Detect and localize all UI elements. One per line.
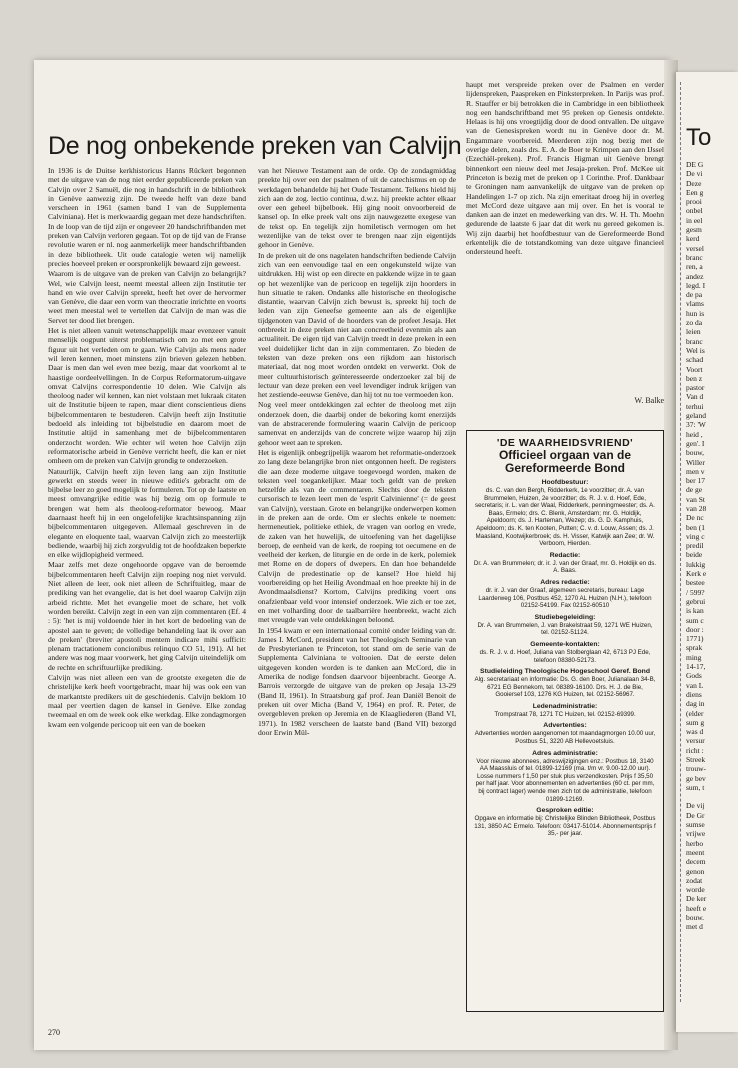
adjacent-page-text — [686, 160, 738, 932]
adjacent-page-line: (elder — [686, 708, 704, 718]
colophon-section-text: Dr. A. van Brummelen, J. van Brakelstraat 59, 1271 WE Huizen, tel. 02152-51124. — [477, 621, 653, 637]
adjacent-page-line: ren, a — [686, 262, 703, 272]
adjacent-page-line: van L — [686, 680, 704, 690]
adjacent-page-title: To — [686, 124, 712, 151]
adjacent-page-line: De ker — [686, 894, 707, 904]
adjacent-page-line: 14-17, — [686, 662, 706, 672]
adjacent-page-line: in eel — [686, 215, 703, 225]
paragraph: Nog veel meer ontdekkingen zal echter de theoloog met zijn onderzoek doen, die daarbij onder de bekoring komt enerzijds van de abstracerende formulering waarin Calvijn de pericoop samenvat en anderzijds van de concrete wijze waarop hij zijn gehoor weet aan te spreken. — [258, 400, 456, 447]
adjacent-page-line: decem — [686, 857, 706, 867]
colophon-section-heading: Studieleiding Theologische Hogeschool Geref. Bond — [480, 668, 650, 676]
adjacent-page-line: bouw, — [686, 448, 705, 458]
adjacent-page-line: 37: 'W — [686, 420, 706, 430]
adjacent-page-line: De vij — [686, 801, 705, 811]
adjacent-page-line: branc — [686, 252, 703, 262]
adjacent-page-line: gen'. I — [686, 438, 705, 448]
adjacent-page-line: sum, t — [686, 782, 705, 792]
adjacent-page-line: De Gr — [686, 810, 705, 820]
colophon-box — [466, 430, 664, 1012]
adjacent-page-line: 1771) — [686, 634, 704, 644]
adjacent-page-line: De nc — [686, 513, 704, 523]
colophon-sections — [467, 479, 663, 838]
paragraph: Calvijn was niet alleen een van de grootste exegeten die de christelijke kerk heeft voortgebracht, maar hij was ook een van de markantste predikers uit de geschiedenis. Calvijn beklom 10 maal per veertien dagen de kansel in Genève. Elke zondag tweemaal en om de week ook elke werkdag. Elke zondagmorgen kwam een volgende pericoop uit een van de boeken — [48, 673, 246, 729]
adjacent-page-line: Van d — [686, 392, 704, 402]
adjacent-page-line: trouw- — [686, 764, 706, 774]
adjacent-page-line: sum c — [686, 615, 704, 625]
adjacent-page-line: van 28 — [686, 503, 707, 513]
adjacent-page-line: onbel — [686, 206, 703, 216]
adjacent-page-line: Willer — [686, 457, 705, 467]
adjacent-page-line: ben (1 — [686, 522, 705, 532]
adjacent-page-line: vrijwe — [686, 829, 706, 839]
adjacent-page-line: ving c — [686, 531, 705, 541]
colophon-section-text: Trompstraat 78, 1271 TC Huizen, tel. 02152-69399. — [494, 710, 636, 718]
adjacent-page-line: bestee — [686, 578, 705, 588]
adjacent-page-line: ben z — [686, 373, 703, 383]
article-column-3 — [466, 80, 664, 400]
paragraph: Waarom is de uitgave van de preken van Calvijn zo belangrijk? Wel, wie Calvijn leest, neemt meestal alleen zijn Institutie ter hand en wie over Calvijn spreekt, heeft het over de hervormer van Genève, die daar een vorm van theocratie inrichtte en voorts weet men meestal wel te vertellen dat Calvijn de man was die Servet ter dood liet brengen. — [48, 269, 246, 325]
adjacent-page-line: Voort — [686, 364, 703, 374]
adjacent-page-line: branc — [686, 336, 703, 346]
colophon-section-heading: Adres redactie: — [540, 578, 590, 586]
adjacent-page-line: legd. I — [686, 280, 706, 290]
paragraph: Het is eigenlijk onbegrijpelijk waarom het reformatie-onderzoek zo lang deze belangrijke bron niet ontgonnen heeft. De registers die aan deze moderne uitgave toegevoegd worden, maken de teksten veel toegankelijker. Maar toch geldt van de preken hetzelfde als van de commentaren. Slechts door de teksten cursorisch te lezen leert men de 'esprit Calvinienne' (= de geest van Calvijn), verstaan. Grote en belangrijke onderwerpen komen in de preken aan de orde. Om er slechts enkele te noemen: hermeneutiek, politieke ethiek, de vragen van oorlog en vrede, de zaken van het huwelijk, de uitoefening van het dagelijkse beroep, de eenheid van de kerk, de roeping tot oecumene en de veelheid der kerken, de liturgie en de orde in de kerk, polemiek met Rome en de dopers of dwepers. En dan hoe behandelde Calvijn de predestinatie op de kansel? Hoe hield hij voorbereiding op het Heilig Avondmaal en hoe preekte hij in de Avondmaalsdienst? Kortom, Calvijns prediking voert ons onafzienbaar veld voor intensief onderzoek. Wie zich er toe zet, en met volharding door de taalbarrière heenbreekt, wacht zich met vreugde van vele ontdekkingen beloond. — [258, 447, 456, 625]
adjacent-page-line: vlams — [686, 299, 704, 309]
adjacent-page-line: schad — [686, 355, 704, 365]
paragraph: Het is niet alleen vanuit wetenschappelijk maar evenzeer vanuit menselijk oogpunt uiterst problematisch om zo met een grote figuur uit het verleden om te gaan. Wie Calvijn als mens nader wil leren kennen, moet minstens zijn brieven gelezen hebben. Daar is men dan wel even mee bezig, maar dat voorkomt al te haastige oordeelvellingen. In de Corpus Reformatorum-uitgave omvat Calvijns correspondentie 10 delen. Wie Calvijn als theoloog nader wil kennen, kan niet volstaan met lukraak citaten uit de Institutie bijeen te rapen, maar dient conscientieus diens bijbelcommentaren te bestuderen. Calvijn heeft zijn Institutie bedoeld als inleiding tot bijbelstudie en daarom moet de Institutie altijd in samenhang met de bijbelcommentaren onderzocht worden. Wie echter wil weten hoe Calvijn zijn reformatorische arbeid in Genève verricht heeft, die kan er niet omheen om de preken van Calvijn grondig te onderzoeken. — [48, 326, 246, 466]
adjacent-page-line: ming — [686, 652, 702, 662]
adjacent-page-line: prooi — [686, 197, 702, 207]
paragraph: In de preken uit de ons nagelaten handschriften bediende Calvijn zich van een eenvoudige taal en een ongekunsteld wijze van uitdrukken. Hij wist op een directe en pakkende wijze in te gaan op het wezenlijke van de pericoop en tegelijk zijn hoorders in hun situatie te raken. Ondanks alle historische en theologische distantie, waarvan Calvijn zich bewust is, spreekt hij toch de leden van zijn Geneefse gemeente aan als de eigenlijke tijdgenoten van David of de hoorders van de profeet Jesaja. Het ontbreekt in deze preken niet aan concreetheid evenmin als aan actualiteit. De eigen tijd van Calvijn treedt in deze preken in een veel duidelijker licht dan in zijn commentaren. Zo bieden de teksten van deze preken ons een rijkdom aan historisch materiaal, dat nog moet worden ontdekt en verwerkt. Ook de meer cultuurhistorisch geïnteresseerde onderzoeker zal bij de lectuur van deze preken een veel levendiger indruk krijgen van het zestiende-eeuwse Genève, dan hij tot nu toe vermoeden kon. — [258, 250, 456, 400]
adjacent-page-line: zodat — [686, 875, 703, 885]
adjacent-page-line: geland — [686, 411, 706, 421]
colophon-section-text: ds. C. van den Bergh, Ridderkerk, 1e voorzitter; dr. A. van Brummelen, Huizen, 2e voorzitter; ds. R. J. v. d. Hoef, Ede, secretaris; ir. L. van der Waal, Ridderkerk, penningmeester; ds. A. Baas, Ermelo; drs. C. Blenk, Amsterdam; mr. G. Holdijk, Apeldoorn; ds. J. Harteman, Wezep; ds. G. D. Kamphuis, Apeldoorn; ds. K. ten Kooten, Putten; C. v. d. Louw, Assen; ds. J. Maasland, Kootwijkerbroek; ds. H. Visser, Katwijk aan Zee; dr. W. Verboom, Hierden. — [475, 487, 655, 548]
colophon-subtitle: Officieel orgaan van de Gereformeerde Bond — [498, 448, 632, 475]
adjacent-page-line: de ge — [686, 485, 703, 495]
colophon-section-heading: Redactie: — [549, 551, 581, 559]
colophon-section-text: Voor nieuwe abonnees, adreswijzigingen enz.: Postbus 18, 3140 AA Maassluis of tel. 01899-12169 (ma. t/m vr. 9.00-12.00 uur). Losse nummers f 1,50 per stuk plus verzendkosten. Prijs f 35,50 per half jaar. Voor abonnementen en advertenties (60 ct. per mm, bij contract lager) wende men zich tot de administratie, telefoon 01899-12169. — [475, 757, 655, 803]
adjacent-page-line: kerd — [686, 234, 700, 244]
adjacent-page-line: De vi — [686, 169, 703, 179]
colophon-section-text: dr. ir. J. van der Graaf, algemeen secretaris, bureau: Lage Laarderweg 106, Postbus 452, 1270 AL Huizen (N.H.), telefoon 02152-54199. Fax 02152-60510 — [478, 586, 652, 610]
paragraph: haupt met verspreide preken over de Psalmen en verder lijdenspreken, Paaspreken en Pinksterpreken. In Parijs was prof. R. Stauffer er bij betrokken die in Cambridge in een bibliotheek nog een handschriftband met 95 preken op Genesis ontdekte. Helaas is hij ons vroegtijdig door de dood ontvallen. De uitgave van de Genesispreken wordt nu in Genève door dr. M. Engammare voorbereid. Meerderen zijn nog bezig met de overige delen, zoals drs. E. A. de Boer te Krimpen aan den IJssel (Ezechiël-preken). Prof. Francis Higman uit Genève brengt binnenkort een nieuw deel met Jesaja-preken. Prof. McKee uit Princeton is bezig met de preken op 1 Corinthe. Prof. Dankbaar te Groningen nam aanvankelijk de uitgave van de preken op Handelingen 1-7 op zich. Na zijn emeritaat droeg hij in overleg met McCord deze uitgave aan mij over. En het is vooral te danken aan de inzet en medewerking van drs. W. H. Th. Moehn gedurende de laatste 6 jaar dat dit werk nu gereed gekomen is. Wij zijn daarbij het hoofdbestuur van de Gereformeerde Bond erkentelijk die de totstandkoming van deze uitgave financieel ondersteund heeft. — [466, 80, 664, 257]
adjacent-page-line: Wel is — [686, 345, 705, 355]
adjacent-page-line: heeft e — [686, 903, 707, 913]
adjacent-page-line: de pa — [686, 290, 703, 300]
adjacent-page-line: Gods — [686, 671, 702, 681]
article-title: De nog onbekende preken van Calvijn — [48, 132, 462, 160]
page-number: 270 — [48, 1028, 60, 1037]
adjacent-page-line: predil — [686, 541, 704, 551]
paragraph: van het Nieuwe Testament aan de orde. Op de zondagmiddag preekte hij over een der psalmen of uit de catechismus en op de werkdagen behandelde hij het Oude Testament. Telkens hield hij zich aan de zog. lectio continua, d.w.z. hij preekte achter elkaar over een geheel bijbelboek. Hij ging nooit onvoorbereid de kansel op. In elke preek valt ons zijn nauwgezette exegese van de tekst op. En tegelijk zijn homiletisch vermogen om het wezenlijke van de tekst over te brengen naar zijn eigentijds gehoor in Genève. — [258, 166, 456, 250]
adjacent-page-line: meent — [686, 847, 705, 857]
adjacent-page-line: worde — [686, 885, 705, 895]
colophon-heading: 'DE WAARHEIDSVRIEND' — [496, 437, 634, 449]
magazine-page — [34, 60, 670, 1050]
adjacent-page-line — [686, 792, 738, 801]
adjacent-page-line: door : — [686, 624, 704, 634]
adjacent-page-line: is kan — [686, 606, 704, 616]
colophon-section-heading: Gesproken editie: — [536, 807, 594, 815]
adjacent-page-line: men v — [686, 466, 705, 476]
adjacent-page-line: sumse — [686, 820, 705, 830]
adjacent-page-line: diens — [686, 689, 702, 699]
colophon-section-heading: Studiebegeleiding: — [534, 613, 596, 621]
paragraph: In 1954 kwam er een internationaal comité onder leiding van dr. James I. McCord, president van het Theologisch Seminarie van de Presbyterianen te Princeton, tot stand om de serie van de Supplementa Calviniana te voltooien. Dat de eerste delen uitgegeven konden worden is te danken aan McCord, die in Amerika de nodige fondsen daarvoor bijeenbracht. George A. Barrois verzorgde de uitgave van de preken op Jesaja 13-29 (Band II, 1961). In Straatsburg gaf prof. Jean Daniël Benoit de preken uit over Micha (Band V, 1964) en prof. R. Peter, de overgebleven preken op Jeremia en de Klaagliederen (Band VI, 1971). In 1982 verscheen de laatste band (Band VII) bezorgd door Erwin Mül- — [258, 625, 456, 737]
decorative-border — [680, 82, 685, 1002]
adjacent-page-line: bouw. — [686, 913, 705, 923]
adjacent-page-line: gesm — [686, 225, 702, 235]
adjacent-page — [676, 72, 738, 1032]
author-signature: W. Balke — [634, 396, 664, 405]
adjacent-page-line: leien — [686, 327, 701, 337]
adjacent-page-line: sum g — [686, 717, 705, 727]
adjacent-page-line: versel — [686, 243, 704, 253]
colophon-section-heading: Advertenties: — [543, 722, 587, 730]
adjacent-page-line: Kerk e — [686, 569, 707, 579]
adjacent-page-line: hun is — [686, 308, 705, 318]
colophon-section-text: Dr. A. van Brummelen; dr. ir. J. van der Graaf, mr. G. Holdijk en ds. A. Baas. — [473, 559, 657, 575]
colophon-section-heading: Ledenadministratie: — [532, 702, 598, 710]
adjacent-page-line: Deze — [686, 178, 702, 188]
adjacent-page-line: lukkig — [686, 559, 706, 569]
colophon-section-text: ds. R. J. v. d. Hoef, Juliana van Stolberglaan 42, 6713 PJ Ede, telefoon 08380-52173. — [479, 648, 651, 664]
adjacent-page-line: richt : — [686, 745, 704, 755]
colophon-section-text: Opgave en informatie bij: Christelijke Blinden Bibliotheek, Postbus 131, 3850 AC Ermelo. Telefoon: 03417-51014. Abonnementsprijs f 35,- per jaar. — [474, 815, 656, 838]
colophon-section-heading: Adres administratie: — [532, 749, 598, 757]
adjacent-page-line: DE G — [686, 160, 704, 169]
adjacent-page-line: Een g — [686, 187, 704, 197]
colophon-section-text: Advertenties worden aangenomen tot maandagmorgen 10.00 uur, Postbus 51, 3220 AB Hellevoetsluis. — [474, 730, 656, 746]
adjacent-page-line: / 599? — [686, 587, 705, 597]
adjacent-page-line: sprak — [686, 643, 703, 653]
colophon-section-heading: Gemeente-kontakten: — [530, 640, 600, 648]
adjacent-page-line: ge bev — [686, 773, 706, 783]
adjacent-page-line: pastor — [686, 383, 705, 393]
paragraph: Maar zelfs met deze ongehoorde opgave van de beroemde bijbelcommentaren heeft Calvijn zijn roeping nog niet vervuld. Niet alleen de leer, ook niet alleen de Schriftuitleg, maar de prediking van het evangelie, dat is het doel waarop Calvijn zijn arbeid richtte. Met het evangelie moet de schare, het volk worden bereikt. Calvijn zegt in een van zijn commentaren (Ef. 4 : 5): 'het is mij voldoende hier in het kort de bedoeling van de apostel aan te geven; de volledige behandeling laat ik over aan de preken' (breviter apostoli mentem indicare mihi sufficit: plenam tractationem concionibus relinquo CO 51, 191). Al het andere was nog maar voorwerk, het ging Calvijn uiteindelijk om de rechte en schriftuurlijke prediking. — [48, 560, 246, 672]
paragraph: In 1936 is de Duitse kerkhistoricus Hanns Rückert begonnen met de uitgave van de nog niet eerder gepubliceerde preken van Calvijn over 2 Samuël, die nog in handschrift in de bibliotheek in Genève aanwezig zijn. De tweede helft van deze band verscheen in 1961 (samen band I van de Supplementa Calviniana). Het is merkwaardig gegaan met deze handschriften. In de loop van de tijd zijn er ongeveer 20 handschriftbanden met preken van Calvijn verloren gegaan. Tot op de tijd van de Franse revolutie waren er nl. nog aanmerkelijk meer handschriftbanden in deze bibliotheek. Uit oude catalogie weten wij namelijk precies hoeveel preken er oorspronkelijk bewaard zijn geweest. — [48, 166, 246, 268]
colophon-section-heading: Hoofdbestuur: — [541, 479, 589, 486]
adjacent-page-line: ber 17 — [686, 476, 705, 486]
paragraph: Natuurlijk, Calvijn heeft zijn leven lang aan zijn Institutie gewerkt en steeds weer in nieuwe editie's gebracht om de bijbelse leer zo goed mogelijk te formuleren. Tot op de laatste en meest omvangrijke editie was hij bezig om op formule te brengen wat hem als theoloog-reformator bewoog. Maar daarnaast heeft hij in een ongelofelijke krachtsinspanning zijn bijbelcommentaren uitgegeven. Allemaal geschreven in de elegante en eloquente taal, waarvan Calvijn zich zo meesterlijk bediende, waarbij hij zich zorgvuldig tot de hoofdzaken beperkte en elke wijdlopigheid vermeed. — [48, 466, 246, 560]
article-column-2 — [258, 166, 456, 1034]
adjacent-page-line: terhui — [686, 401, 704, 411]
adjacent-page-line: versur — [686, 736, 705, 746]
adjacent-page-line: van St — [686, 494, 705, 504]
adjacent-page-line: genon — [686, 866, 705, 876]
adjacent-page-line: met d — [686, 922, 703, 932]
adjacent-page-line: beide — [686, 550, 703, 560]
adjacent-page-line: zo da — [686, 318, 703, 328]
colophon-section-text: Alg. secretariaat en informatie: Ds. G. den Boer, Julianalaan 34-B, 6721 EG Bennekom, tel. 08389-16100. Drs. H. J. de Bie, Gooiersef 103, 1276 KG Huizen, tel. 02152-56967. — [474, 676, 656, 699]
adjacent-page-line: dag in — [686, 699, 705, 709]
adjacent-page-line: Streek — [686, 755, 706, 764]
adjacent-page-line: andez — [686, 271, 704, 281]
adjacent-page-line: heid , — [686, 429, 703, 439]
article-column-1 — [48, 166, 246, 1034]
adjacent-page-line: gebrui — [686, 596, 706, 606]
adjacent-page-line: herbo — [686, 838, 704, 848]
adjacent-page-line: was d — [686, 727, 704, 737]
